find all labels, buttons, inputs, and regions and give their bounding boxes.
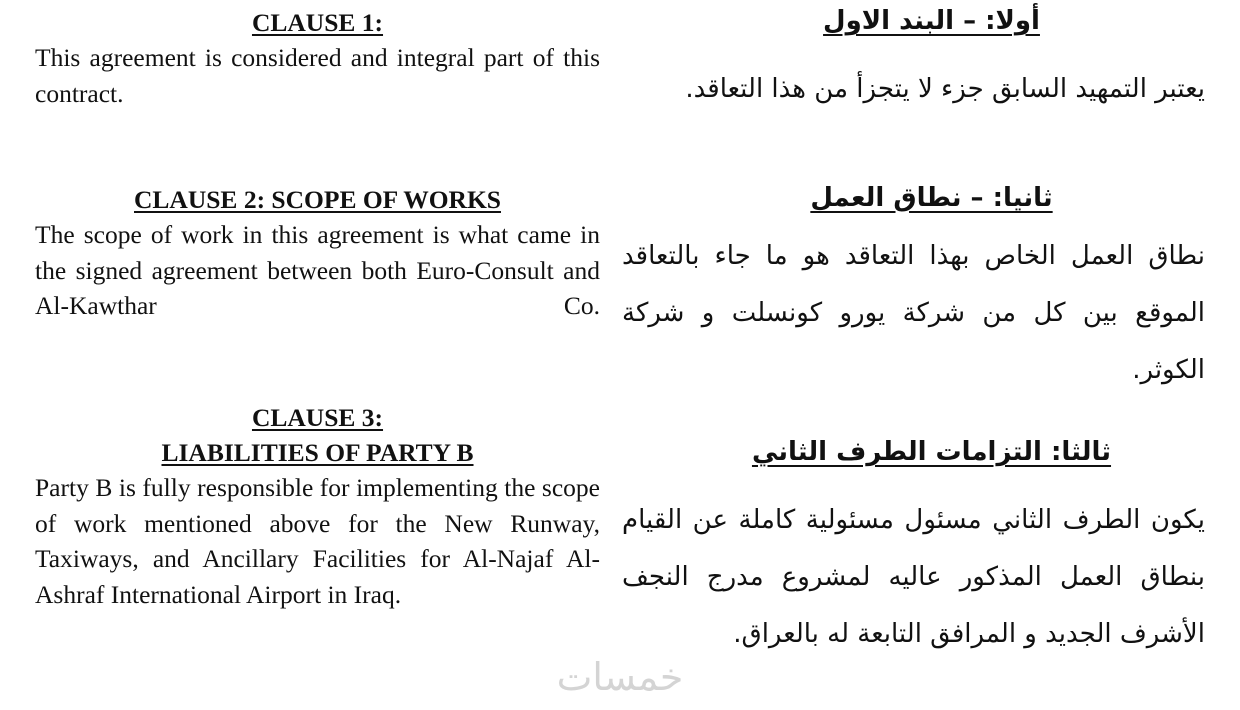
clause-1-en-body: This agreement is considered and integral part of this contract. (35, 43, 600, 108)
watermark-logo: خمسات (556, 655, 684, 699)
clause-1-ar-heading: أولا: – البند الاول (823, 6, 1040, 36)
clause-1-ar-body: يعتبر التمهيد السابق جزء لا يتجزأ من هذا التعاقد. (685, 74, 1205, 104)
clause-1-ar (622, 1, 1205, 118)
clause-3-en-heading-line1: CLAUSE 3: (251, 403, 384, 432)
clause-3-en-heading-line2: LIABILITIES OF PARTY B (161, 438, 474, 467)
clause-2-en (35, 182, 600, 324)
clause-3-ar-heading: ثالثا: التزامات الطرف الثاني (751, 437, 1112, 467)
clause-1-en-heading: CLAUSE 1: (251, 8, 384, 37)
clause-2-ar-heading: ثانيا: – نطاق العمل (810, 183, 1053, 213)
clause-2-en-heading: CLAUSE 2: SCOPE OF WORKS (134, 185, 501, 214)
clause-1-en (35, 5, 600, 111)
clause-3-en-body: Party B is fully responsible for implementing the scope of work mentioned above for the New Runway, Taxiways, and Ancillary Facilities for Al-Najaf Al-Ashraf International Airport in Iraq. (35, 473, 600, 609)
clause-2-ar (622, 178, 1205, 399)
clause-3-ar-body: يكون الطرف الثاني مسئول مسئولية كاملة عن القيام بنطاق العمل المذكور عاليه لمشروع مدرج النجف الأشرف الجديد و المرافق التابعة له بالعراق. (622, 505, 1205, 649)
clause-2-en-body: The scope of work in this agreement is what came in the signed agreement between both Euro-Consult and Al-Kawthar Co. (35, 220, 600, 320)
clause-3-en (35, 400, 600, 612)
clause-3-ar (622, 432, 1205, 663)
clause-2-ar-body: نطاق العمل الخاص بهذا التعاقد هو ما جاء بالتعاقد الموقع بين كل من شركة يورو كونسلت و شركة الكوثر. (622, 241, 1205, 385)
